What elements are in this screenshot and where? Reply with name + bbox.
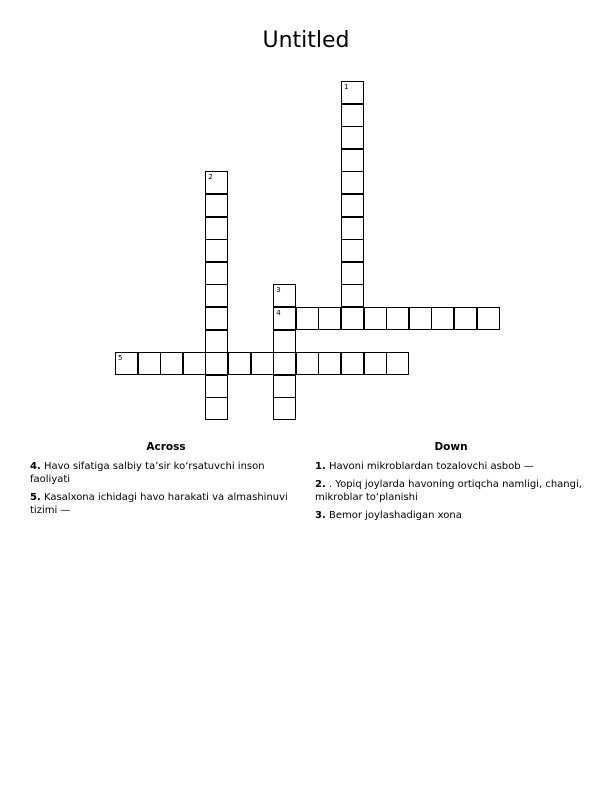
crossword-cell[interactable]: [364, 352, 387, 375]
clue-text: . Yopiq joylarda havoning ortiqcha namligi, changi, mikroblar to‘planishi: [315, 479, 582, 503]
across-heading: Across: [146, 441, 186, 453]
crossword-cell[interactable]: [205, 239, 228, 262]
across-clues: [30, 441, 302, 522]
crossword-cell[interactable]: [228, 352, 251, 375]
crossword-cell[interactable]: [273, 307, 296, 330]
crossword-cell[interactable]: [205, 262, 228, 285]
down-clues: [315, 441, 587, 527]
crossword-cell[interactable]: [341, 217, 364, 240]
clue-down-1: [315, 460, 587, 473]
crossword-cell[interactable]: [341, 194, 364, 217]
crossword-cell[interactable]: [431, 307, 454, 330]
clue-number: 5.: [30, 492, 41, 503]
crossword-cell[interactable]: [205, 307, 228, 330]
crossword-cell[interactable]: [273, 375, 296, 398]
crossword-cell[interactable]: [386, 352, 409, 375]
crossword-cell[interactable]: [386, 307, 409, 330]
clue-across-5: [30, 491, 302, 517]
crossword-cell[interactable]: [205, 194, 228, 217]
clue-number: 3.: [315, 510, 326, 521]
crossword-cell[interactable]: [273, 330, 296, 353]
crossword-cell[interactable]: [115, 352, 138, 375]
clue-text: Havo sifatiga salbiy ta’sir ko‘rsatuvchi inson faoliyati: [30, 461, 265, 485]
crossword-cell[interactable]: [341, 284, 364, 307]
crossword-cell[interactable]: [364, 307, 387, 330]
clue-number: 2.: [315, 479, 326, 490]
down-heading: Down: [434, 441, 468, 453]
crossword-cell[interactable]: [341, 126, 364, 149]
crossword-cell[interactable]: [205, 330, 228, 353]
page-title: Untitled: [262, 28, 350, 53]
crossword-cell[interactable]: [341, 262, 364, 285]
crossword-cell[interactable]: [296, 352, 319, 375]
clue-number-label: 3: [276, 286, 281, 295]
crossword-cell[interactable]: [454, 307, 477, 330]
crossword-cell[interactable]: [205, 284, 228, 307]
crossword-cell[interactable]: [160, 352, 183, 375]
clue-number: 4.: [30, 461, 41, 472]
crossword-cell[interactable]: [251, 352, 274, 375]
crossword-cell[interactable]: [341, 307, 364, 330]
crossword-cell[interactable]: [341, 104, 364, 127]
crossword-cell[interactable]: [341, 239, 364, 262]
clue-number: 1.: [315, 461, 326, 472]
crossword-cell[interactable]: [205, 352, 228, 375]
crossword-cell[interactable]: [138, 352, 161, 375]
crossword-cell[interactable]: [205, 397, 228, 420]
crossword-cell[interactable]: [341, 171, 364, 194]
crossword-cell[interactable]: [296, 307, 319, 330]
clue-number-label: 2: [208, 173, 213, 182]
crossword-cell[interactable]: [273, 397, 296, 420]
crossword-cell[interactable]: [341, 352, 364, 375]
crossword-cell[interactable]: [477, 307, 500, 330]
clue-number-label: 1: [344, 83, 349, 91]
crossword-cell[interactable]: [273, 284, 296, 307]
crossword-cell[interactable]: [409, 307, 432, 330]
crossword-cell[interactable]: [205, 171, 228, 194]
clue-text: Bemor joylashadigan xona: [328, 510, 462, 521]
clue-number-label: 4: [276, 309, 281, 317]
crossword-cell[interactable]: [341, 81, 364, 104]
crossword-cell[interactable]: [183, 352, 206, 375]
clue-across-4: [30, 460, 302, 486]
crossword-cell[interactable]: [273, 352, 296, 375]
crossword-cell[interactable]: [318, 307, 341, 330]
clue-down-3: [315, 509, 587, 522]
clue-down-2: [315, 478, 587, 504]
clue-number-label: 5: [118, 354, 123, 363]
clue-text: Kasalxona ichidagi havo harakati va almashinuvi tizimi —: [30, 492, 288, 516]
crossword-cell[interactable]: [341, 149, 364, 172]
crossword-cell[interactable]: [318, 352, 341, 375]
crossword-cell[interactable]: [205, 217, 228, 240]
crossword-cell[interactable]: [205, 375, 228, 398]
clue-text: Havoni mikroblardan tozalovchi asbob —: [328, 461, 534, 472]
